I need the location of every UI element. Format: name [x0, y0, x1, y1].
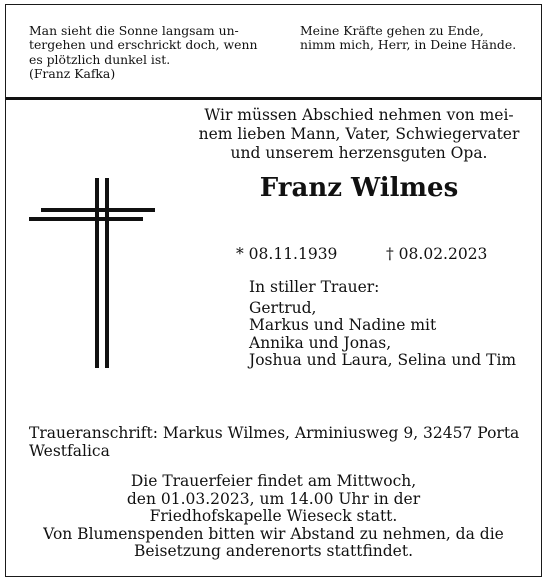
- ceremony-line: den 01.03.2023, um 14.00 Uhr in der: [126, 489, 421, 508]
- address-line: Westfalica: [29, 442, 110, 460]
- death-date: † 08.02.2023: [386, 245, 488, 263]
- mourner-name: Joshua und Laura, Selina und Tim: [249, 351, 517, 369]
- address-line: Traueranschrift: Markus Wilmes, Arminiusweg 9, 32457 Porta: [29, 424, 520, 442]
- quote-prayer: [300, 24, 516, 53]
- birth-date: * 08.11.1939: [236, 245, 338, 263]
- intro-line: nem lieben Mann, Vater, Schwiegervater: [198, 125, 520, 143]
- quote-kafka-line: Man sieht die Sonne langsam un-: [29, 23, 239, 38]
- mourners-block: [249, 279, 516, 370]
- mourner-name: Gertrud,: [249, 298, 317, 317]
- cross-icon: [29, 178, 155, 368]
- quote-prayer-line: nimm mich, Herr, in Deine Hände.: [300, 37, 517, 53]
- deceased-name: Franz Wilmes: [259, 173, 459, 203]
- ceremony-line: Von Blumenspenden bitten wir Abstand zu nehmen, da die: [43, 524, 504, 543]
- intro-text: [175, 106, 543, 163]
- intro-line: Wir müssen Abschied nehmen von mei-: [204, 106, 514, 124]
- mourning-address: [29, 424, 534, 460]
- quote-kafka-line: es plötzlich dunkel ist.: [29, 51, 171, 67]
- ceremony-line: Beisetzung anderenorts stattfindet.: [133, 542, 414, 561]
- mourner-name: Markus und Nadine mit: [249, 316, 437, 334]
- intro-line: und unserem herzensguten Opa.: [230, 144, 488, 162]
- ceremony-line: Friedhofskapelle Wieseck statt.: [149, 507, 398, 526]
- ceremony-notice: [6, 473, 541, 561]
- mourners-heading: In stiller Trauer:: [249, 278, 380, 296]
- quote-kafka-line: tergehen und erschrickt doch, wenn: [29, 37, 258, 53]
- divider: [6, 97, 541, 100]
- quote-kafka: [29, 24, 257, 81]
- ceremony-line: Die Trauerfeier findet am Mittwoch,: [130, 472, 417, 490]
- mourner-name: Annika und Jonas,: [249, 333, 392, 352]
- quote-kafka-author: (Franz Kafka): [29, 65, 116, 81]
- quote-prayer-line: Meine Kräfte gehen zu Ende,: [300, 23, 484, 38]
